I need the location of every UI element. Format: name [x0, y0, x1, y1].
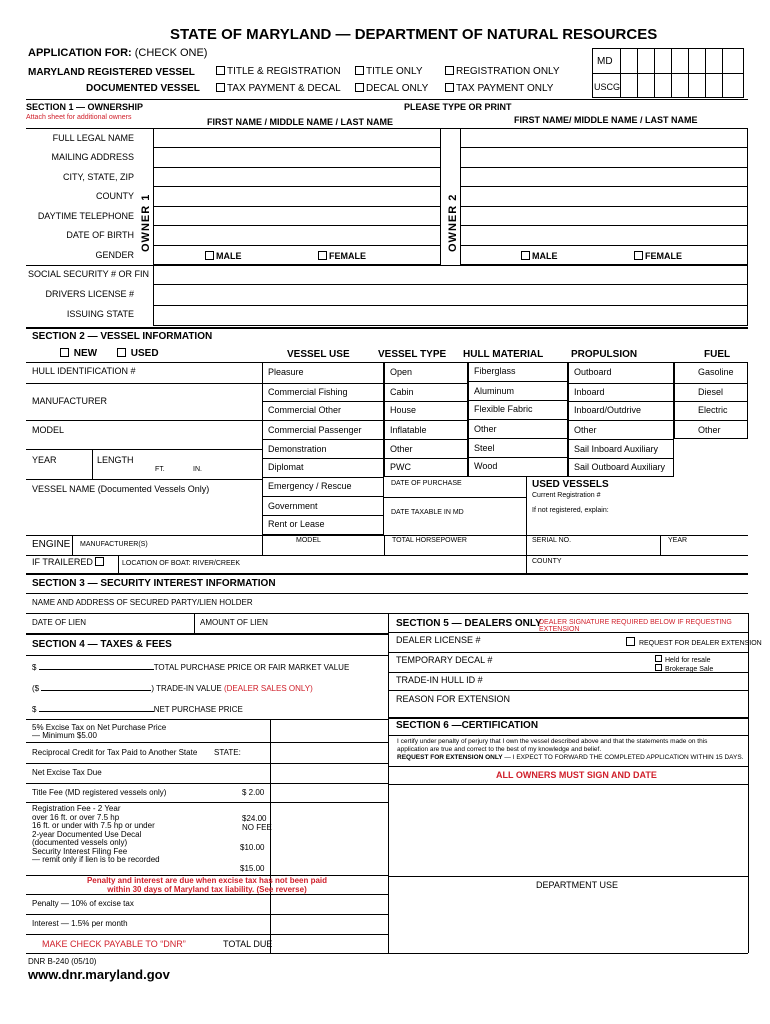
serial-label: SERIAL NO.: [532, 537, 572, 544]
under16-fee-amount: NO FEE: [242, 823, 272, 832]
current-registration-label: Current Registration #: [532, 492, 601, 499]
date-of-lien-label: DATE OF LIEN: [32, 618, 87, 627]
horsepower-label: TOTAL HORSEPOWER: [392, 537, 467, 544]
manufacturer-label: MANUFACTURER: [32, 396, 108, 406]
make-check-note: MAKE CHECK PAYABLE TO “DNR”: [42, 939, 186, 949]
vessel-use-pleasure[interactable]: Pleasure: [268, 367, 304, 377]
owner1-male-option[interactable]: MALE: [205, 251, 242, 261]
checkbox-icon[interactable]: [355, 83, 364, 92]
vessel-type-house[interactable]: House: [390, 405, 417, 415]
all-owners-sign-note: ALL OWNERS MUST SIGN AND DATE: [496, 770, 657, 780]
if-trailered-option[interactable]: IF TRAILERED: [32, 557, 106, 567]
fuel-other[interactable]: Other: [698, 425, 721, 435]
trade-in-hull-label: TRADE-IN HULL ID #: [396, 675, 483, 685]
hull-wood[interactable]: Wood: [474, 461, 498, 471]
application-for-label: APPLICATION FOR: (CHECK ONE): [28, 47, 208, 59]
propulsion-header: PROPULSION: [571, 349, 638, 360]
checkbox-icon[interactable]: [655, 664, 662, 671]
checkbox-icon[interactable]: [445, 66, 454, 75]
tax-payment-only-option[interactable]: TAX PAYMENT ONLY: [445, 83, 553, 94]
registration-fee-block: Registration Fee - 2 Year over 16 ft. or over 7.5 hp 16 ft. or under with 7.5 hp or under 2-year Documented Use Decal (documented vessels only) Security Interest Filing Fee — remit only if lien is to be recorded: [32, 804, 160, 864]
total-purchase-line[interactable]: $ TOTAL PURCHASE PRICE OR FAIR MARKET VALUE: [32, 663, 350, 672]
vessel-use-commercial-fishing[interactable]: Commercial Fishing: [268, 387, 348, 397]
checkbox-icon[interactable]: [95, 557, 104, 566]
dealer-license-label: DEALER LICENSE #: [396, 635, 481, 645]
checkbox-icon[interactable]: [318, 251, 327, 260]
vessel-name-label: VESSEL NAME (Documented Vessels Only): [32, 484, 210, 494]
year-label: YEAR: [32, 455, 57, 465]
date-taxable-label: DATE TAXABLE IN MD: [391, 509, 464, 516]
checkbox-icon[interactable]: [655, 655, 662, 662]
fuel-electric[interactable]: Electric: [698, 405, 728, 415]
website-link[interactable]: www.dnr.maryland.gov: [28, 967, 170, 982]
owner2-female-option[interactable]: FEMALE: [634, 251, 682, 261]
hull-steel[interactable]: Steel: [474, 443, 495, 453]
signature-area[interactable]: [392, 790, 744, 870]
in-label: IN.: [193, 466, 202, 473]
reciprocal-credit-label: Reciprocal Credit for Tax Paid to Another State: [32, 748, 198, 757]
dealer-signature-note: DEALER SIGNATURE REQUIRED BELOW IF REQUESTING EXTENSION: [539, 619, 732, 633]
checkbox-icon[interactable]: [521, 251, 530, 260]
checkbox-icon[interactable]: [445, 83, 454, 92]
prop-sail-outboard[interactable]: Sail Outboard Auxiliary: [574, 462, 666, 472]
documented-vessel-label: DOCUMENTED VESSEL: [86, 83, 200, 94]
lienholder-label: NAME AND ADDRESS OF SECURED PARTY/LIEN HOLDER: [32, 598, 253, 607]
owner1-female-option[interactable]: FEMALE: [318, 251, 366, 261]
manufacturers-label: MANUFACTURER(S): [80, 541, 148, 548]
form-id: DNR B-240 (05/10): [28, 957, 97, 966]
section4-title: SECTION 4 — TAXES & FEES: [32, 639, 172, 650]
md-label: MD: [597, 56, 613, 67]
registration-only-option[interactable]: REGISTRATION ONLY: [445, 66, 560, 77]
drivers-license-label: DRIVERS LICENSE #: [45, 289, 134, 299]
temp-decal-label: TEMPORARY DECAL #: [396, 655, 493, 665]
title-fee-amount: $ 2.00: [242, 788, 265, 797]
prop-inboard[interactable]: Inboard: [574, 387, 605, 397]
owner2-male-option[interactable]: MALE: [521, 251, 558, 261]
vessel-type-header: VESSEL TYPE: [378, 349, 447, 360]
vessel-use-emergency[interactable]: Emergency / Rescue: [268, 481, 352, 491]
penalty-interest-note: Penalty and interest are due when excise tax has not been paid within 30 days of Maryland tax liability. (See reverse): [86, 876, 328, 894]
page-title: STATE OF MARYLAND — DEPARTMENT OF NATURAL RESOURCES: [170, 26, 658, 43]
total-due-label: TOTAL DUE: [223, 939, 273, 949]
over16-fee-amount: $24.00: [242, 814, 267, 823]
vessel-type-pwc[interactable]: PWC: [390, 462, 411, 472]
checkbox-icon[interactable]: [60, 348, 69, 357]
vessel-use-commercial-passenger[interactable]: Commercial Passenger: [268, 425, 362, 435]
checkbox-icon[interactable]: [355, 66, 364, 75]
section2-title: SECTION 2 — VESSEL INFORMATION: [32, 331, 213, 342]
checkbox-icon[interactable]: [634, 251, 643, 260]
excise-tax-label: 5% Excise Tax on Net Purchase Price: [32, 723, 167, 732]
hull-other[interactable]: Other: [474, 424, 497, 434]
amount-of-lien-label: AMOUNT OF LIEN: [200, 618, 268, 627]
security-fee-amount: $15.00: [240, 864, 265, 873]
department-use-label: DEPARTMENT USE: [536, 880, 619, 890]
date-purchase-label: DATE OF PURCHASE: [391, 480, 462, 487]
model-label: MODEL: [32, 425, 65, 435]
penalty-label: Penalty — 10% of excise tax: [32, 899, 134, 908]
used-vessels-header: USED VESSELS: [532, 479, 609, 490]
state-label: STATE:: [214, 748, 241, 757]
fuel-header: FUEL: [704, 349, 731, 360]
reason-extension-label: REASON FOR EXTENSION: [396, 694, 511, 704]
uscg-label: USCG: [594, 82, 621, 92]
not-registered-label: If not registered, explain:: [532, 507, 609, 514]
vessel-use-commercial-other[interactable]: Commercial Other: [268, 405, 342, 415]
gender-label: GENDER: [95, 250, 134, 260]
date-of-birth-label: DATE OF BIRTH: [66, 230, 134, 240]
held-resale-option[interactable]: Held for resale: [655, 655, 711, 664]
checkbox-icon[interactable]: [626, 637, 635, 646]
brokerage-option[interactable]: Brokerage Sale: [655, 664, 713, 673]
new-option[interactable]: NEW: [60, 348, 97, 359]
engine-year-label: YEAR: [668, 537, 688, 544]
vessel-use-demonstration[interactable]: Demonstration: [268, 444, 327, 454]
doc-decal-amount: $10.00: [240, 843, 265, 852]
daytime-telephone-label: DAYTIME TELEPHONE: [37, 211, 134, 221]
fuel-diesel[interactable]: Diesel: [698, 387, 724, 397]
owner1-label: OWNER 1: [140, 193, 152, 252]
checkbox-icon[interactable]: [205, 251, 214, 260]
prop-sail-inboard[interactable]: Sail Inboard Auxiliary: [574, 444, 659, 454]
hull-aluminum[interactable]: Aluminum: [474, 386, 515, 396]
title-registration-option[interactable]: TITLE & REGISTRATION: [216, 66, 341, 77]
issuing-state-label: ISSUING STATE: [66, 309, 134, 319]
trade-in-line[interactable]: ($ ) TRADE-IN VALUE (DEALER SALES ONLY): [32, 684, 313, 693]
engine-label: ENGINE: [32, 539, 71, 550]
tax-payment-decal-option[interactable]: TAX PAYMENT & DECAL: [216, 83, 341, 94]
vessel-use-rent-lease[interactable]: Rent or Lease: [268, 519, 325, 529]
fuel-gasoline[interactable]: Gasoline: [698, 367, 734, 377]
certification-text: I certify under penalty of perjury that I own the vessel described above and that the statements made on this application are true and correct to the best of my knowledge and belief. REQUEST FOR EXTENSION ONLY — I EXPECT TO FORWARD THE COMPLETED APPLICATION WITHIN 15 DAYS.: [397, 738, 744, 761]
full-legal-name-label: FULL LEGAL NAME: [52, 133, 134, 143]
city-state-zip-label: CITY, STATE, ZIP: [62, 172, 134, 182]
county-label: COUNTY: [96, 191, 134, 201]
length-label: LENGTH: [97, 455, 134, 465]
vessel-use-header: VESSEL USE: [287, 349, 350, 360]
mailing-address-label: MAILING ADDRESS: [51, 152, 134, 162]
vessel-type-cabin[interactable]: Cabin: [390, 387, 414, 397]
ft-label: FT.: [155, 466, 165, 473]
prop-inboard-outdrive[interactable]: Inboard/Outdrive: [574, 405, 642, 415]
checkbox-icon[interactable]: [216, 83, 225, 92]
vessel-use-diplomat[interactable]: Diplomat: [268, 462, 304, 472]
vessel-use-government[interactable]: Government: [268, 501, 318, 511]
attach-sheet-note: Attach sheet for additional owners: [26, 114, 132, 121]
excise-min-label: — Minimum $5.00: [32, 731, 97, 740]
section3-title: SECTION 3 — SECURITY INTEREST INFORMATION: [32, 578, 276, 589]
section6-title: SECTION 6 —CERTIFICATION: [396, 720, 539, 731]
hull-flexible-fabric[interactable]: Flexible Fabric: [474, 404, 533, 414]
checkbox-icon[interactable]: [216, 66, 225, 75]
md-registered-vessel-label: MARYLAND REGISTERED VESSEL: [28, 67, 195, 78]
title-fee-label: Title Fee (MD registered vessels only): [32, 788, 167, 797]
please-type-label: PLEASE TYPE OR PRINT: [404, 102, 512, 112]
owner2-label: OWNER 2: [447, 193, 459, 252]
interest-label: Interest — 1.5% per month: [32, 919, 128, 928]
ssn-label: SOCIAL SECURITY # OR FIN: [28, 269, 150, 279]
county-label-2: COUNTY: [532, 558, 562, 565]
hull-material-header: HULL MATERIAL: [463, 349, 544, 360]
hin-label: HULL IDENTIFICATION #: [32, 366, 136, 376]
section1-title: SECTION 1 — OWNERSHIP: [26, 102, 144, 112]
location-label: LOCATION OF BOAT: RIVER/CREEK: [122, 560, 240, 567]
title-only-option[interactable]: TITLE ONLY: [355, 66, 423, 77]
vessel-type-open[interactable]: Open: [390, 367, 413, 377]
decal-only-option[interactable]: DECAL ONLY: [355, 83, 428, 94]
owner2-name-header: FIRST NAME/ MIDDLE NAME / LAST NAME: [514, 115, 698, 125]
hull-fiberglass[interactable]: Fiberglass: [474, 366, 516, 376]
prop-other[interactable]: Other: [574, 425, 597, 435]
owner1-name-header: FIRST NAME / MIDDLE NAME / LAST NAME: [207, 117, 393, 127]
vessel-type-inflatable[interactable]: Inflatable: [390, 425, 427, 435]
engine-model-label: MODEL: [296, 537, 321, 544]
net-excise-label: Net Excise Tax Due: [32, 768, 102, 777]
section5-title: SECTION 5 — DEALERS ONLY: [396, 618, 542, 629]
net-purchase-line[interactable]: $ NET PURCHASE PRICE: [32, 705, 243, 714]
used-option[interactable]: USED: [117, 348, 159, 359]
prop-outboard[interactable]: Outboard: [574, 367, 612, 377]
vessel-type-other[interactable]: Other: [390, 444, 413, 454]
request-extension-option[interactable]: REQUEST FOR DEALER EXTENSION: [626, 637, 762, 647]
checkbox-icon[interactable]: [117, 348, 126, 357]
id-fields[interactable]: [153, 265, 748, 326]
